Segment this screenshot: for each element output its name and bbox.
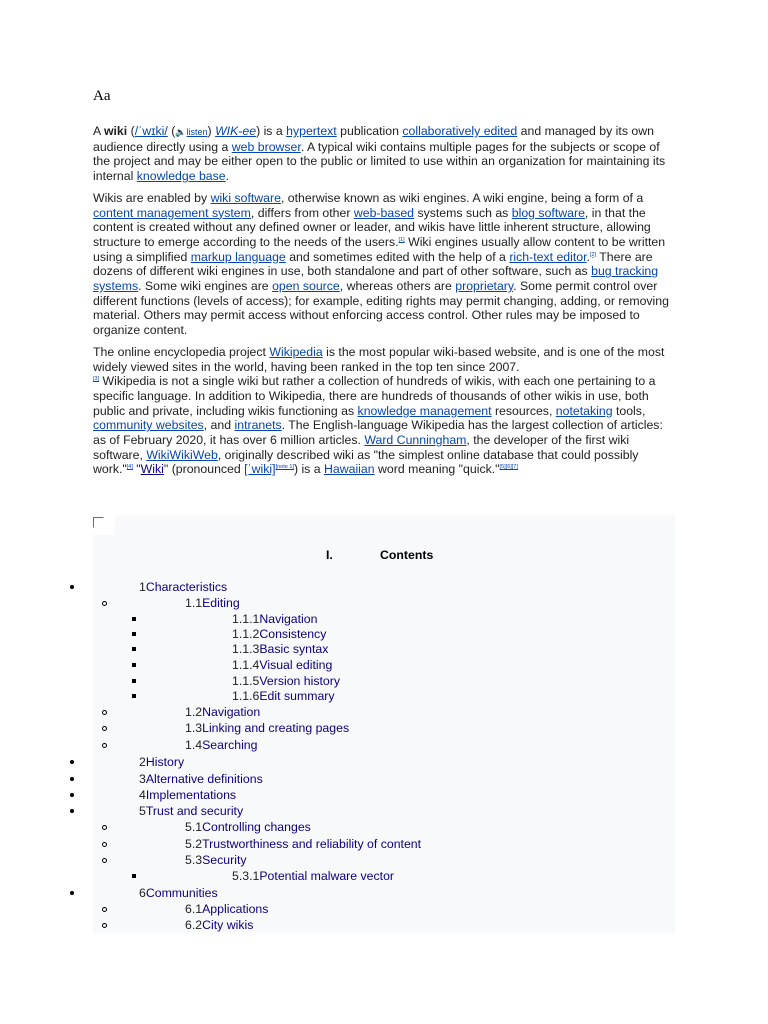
toc-item-number: 6 <box>139 886 146 900</box>
link-open-source[interactable]: open source <box>272 279 340 294</box>
link-ipa-wiki[interactable]: [ˈwiki] <box>244 462 276 477</box>
toc-bullet <box>132 612 136 621</box>
toc-bullet <box>102 902 107 912</box>
toc-item-label: Alternative definitions <box>145 772 263 786</box>
engines-paragraph <box>93 191 675 338</box>
toc-item-edit-summary[interactable] <box>232 689 335 703</box>
text: Wikipedia is not a single wiki but rather a collection of hundreds of wikis, with each one pertaining to a specific language. In addition to Wikipedia, there are hundreds of thousands of other wikis in use, both public and private, including wikis functioning as <box>93 374 656 418</box>
toc-item-number: 1.1.2 <box>232 627 260 641</box>
toc-item-label: Navigation <box>259 612 318 626</box>
toc-item-visual-editing[interactable] <box>232 658 332 672</box>
text: . <box>225 169 230 184</box>
toc-item-number: 6.2 <box>185 918 203 932</box>
toc-item-label: Basic syntax <box>259 642 329 656</box>
citation-2[interactable]: [2] <box>589 251 597 258</box>
toc-item-alternative-definitions[interactable] <box>139 772 263 786</box>
toc-item-label: History <box>145 755 185 769</box>
toc-item-label: Version history <box>259 674 341 688</box>
text: ( <box>127 124 135 138</box>
text: , otherwise known as wiki engines. A wiki engine, being a form of a <box>280 190 644 205</box>
toc-item-number: 5 <box>139 804 146 818</box>
toc-item-label: Communities <box>145 886 218 900</box>
page-heading: Aa <box>93 88 111 104</box>
text: is the most popular wiki-based website, and is one of the most widely viewed sites in the world, having been ranked in the top ten since 2007. <box>93 344 665 374</box>
text: . Some wiki engines are <box>138 279 273 294</box>
text: " <box>132 462 141 477</box>
toc-item-trustworthiness[interactable] <box>185 837 421 851</box>
link-ward-cunningham[interactable]: Ward Cunningham <box>364 433 467 448</box>
text: , in that the content is created without any defined owner or leader, and wikis have little inherent structure, allowing structure to emerge according to the needs of the users. <box>93 205 651 249</box>
text: ) is a <box>256 124 287 138</box>
link-wikiwikiweb[interactable]: WikiWikiWeb <box>146 447 218 462</box>
link-community-websites[interactable]: community websites <box>93 418 204 433</box>
text: . The English-language Wikipedia has the largest collection of articles: as of February 2020, it has over 6 million articles. <box>93 418 663 448</box>
link-wiki-software[interactable]: wiki software <box>210 190 281 205</box>
toc-item-label: Security <box>202 853 247 867</box>
toc-item-label: Implementations <box>145 788 237 802</box>
toc-bullet <box>102 705 107 715</box>
toc-item-characteristics[interactable] <box>139 580 227 594</box>
toc-item-label: Trust and security <box>145 804 244 818</box>
toc-toggle-checkbox[interactable] <box>93 517 104 528</box>
toc-item-controlling-changes[interactable] <box>185 820 311 834</box>
text: The online encyclopedia project <box>93 344 270 359</box>
toc-item-history[interactable] <box>139 755 184 769</box>
toc-title-number: I. <box>326 548 333 562</box>
toc-bullet <box>132 689 136 698</box>
toc-item-security[interactable] <box>185 853 247 867</box>
toc-item-trust-security[interactable] <box>139 804 243 818</box>
citation-1[interactable]: [1] <box>398 236 405 243</box>
ipa-link[interactable]: /ˈwɪki/ <box>134 124 168 138</box>
intro-paragraph <box>93 124 675 184</box>
toc-title: Contents <box>380 548 434 562</box>
toc-item-number: 1 <box>139 580 146 594</box>
text: Wiki engines usually allow content to be written using a simplified <box>93 234 666 264</box>
toc-item-number: 1.1.4 <box>232 658 260 672</box>
link-markup-language[interactable]: markup language <box>190 249 286 264</box>
toc-item-label: Navigation <box>202 705 261 719</box>
listen-link[interactable]: listen <box>186 127 208 137</box>
toc-bullet <box>132 642 136 651</box>
toc-item-number: 1.3 <box>185 721 203 735</box>
text: word meaning "quick." <box>374 462 500 477</box>
link-blog-software[interactable]: blog software <box>511 205 585 220</box>
article-body <box>93 124 675 484</box>
text: resources, <box>491 403 556 418</box>
toc-item-label: Characteristics <box>145 580 228 594</box>
toc-item-city-wikis[interactable] <box>185 918 253 932</box>
link-hypertext[interactable]: hypertext <box>286 124 337 138</box>
link-intranets[interactable]: intranets <box>234 418 282 433</box>
toc-bullet <box>132 674 136 683</box>
link-notetaking[interactable]: notetaking <box>555 403 613 418</box>
toc-item-editing[interactable] <box>185 596 240 610</box>
toc-bullet <box>70 580 74 589</box>
text: and sometimes edited with the help of a <box>285 249 510 264</box>
text: Wikis are enabled by <box>93 190 211 205</box>
pronunciation-link[interactable]: WIK-ee <box>215 124 257 138</box>
text: A <box>93 124 104 138</box>
note-1[interactable]: [note 1] <box>275 464 294 471</box>
toc-item-number: 5.1 <box>185 820 203 834</box>
text: , differs from other <box>250 205 354 220</box>
toc-item-number: 1.1 <box>185 596 203 610</box>
toc-item-label: Linking and creating pages <box>202 721 350 735</box>
toc-bullet <box>102 820 107 830</box>
toc-item-number: 5.2 <box>185 837 203 851</box>
toc-item-label: Editing <box>202 596 240 610</box>
toc-bullet <box>102 721 107 731</box>
toc-item-number: 3 <box>139 772 146 786</box>
link-wiki-wiktionary[interactable]: Wiki <box>140 462 164 477</box>
toc-bullet <box>132 627 136 636</box>
link-rich-text-editor[interactable]: rich-text editor <box>509 249 587 264</box>
toc-item-label: Trustworthiness and reliability of content <box>202 837 422 851</box>
toc-item-number: 5.3 <box>185 853 203 867</box>
toc-item-number: 6.1 <box>185 902 203 916</box>
toc-item-label: Visual editing <box>259 658 333 672</box>
toc-item-number: 1.1.1 <box>232 612 260 626</box>
toc-item-navigation-2[interactable] <box>185 705 260 719</box>
text: . Some permit control over different functions (levels of access); for example, editing rights may permit changing, adding, or removing material. Others may permit access without enforcing access control. Other rules may be imposed to organize content. <box>93 279 669 338</box>
link-hawaiian[interactable]: Hawaiian <box>324 462 375 477</box>
link-web-browser[interactable]: web browser <box>231 139 301 154</box>
toc-item-communities[interactable] <box>139 886 218 900</box>
toc-item-label: Applications <box>202 902 269 916</box>
citation-5-6-7[interactable]: [5][6][7] <box>499 464 518 471</box>
toc-bullet <box>102 853 107 863</box>
toc-item-basic-syntax[interactable] <box>232 642 328 656</box>
link-knowledge-base[interactable]: knowledge base <box>136 169 226 184</box>
text: . A typical wiki contains multiple pages for the subjects or scope of the project and may be either open to the public or limited to use within an organization for maintaining its internal <box>93 139 666 184</box>
speaker-icon[interactable]: 🔈 <box>175 127 187 137</box>
toc-bullet <box>70 788 74 797</box>
toc-item-label: Searching <box>202 738 258 752</box>
text: " (pronounced <box>163 462 245 477</box>
toc-bullet <box>102 596 107 606</box>
citation-3[interactable]: [3] <box>93 376 100 383</box>
text: , and <box>203 418 235 433</box>
link-bug-tracking-systems[interactable]: bug tracking systems <box>93 264 659 294</box>
text: , whereas others are <box>339 279 456 294</box>
toc-bullet <box>70 804 74 813</box>
toc-item-number: 2 <box>139 755 146 769</box>
link-wikipedia[interactable]: Wikipedia <box>269 344 323 359</box>
text: systems such as <box>414 205 512 220</box>
toc-item-label: Potential malware vector <box>259 869 395 883</box>
toc-item-label: City wikis <box>202 918 254 932</box>
text: There are dozens of different wiki engines in use, both standalone and part of other software, such as <box>93 249 653 279</box>
text: publication <box>336 124 403 138</box>
text: ) is a <box>293 462 325 477</box>
toc-item-number: 1.1.5 <box>232 674 260 688</box>
text: , originally described wiki as "the simplest online database that could possibly work." <box>93 447 639 477</box>
text: , the developer of the first wiki software, <box>93 433 630 462</box>
text: and managed by its own audience directly using a <box>93 124 654 154</box>
link-knowledge-management[interactable]: knowledge management <box>357 403 492 418</box>
link-content-management-system[interactable]: content management system <box>93 205 251 220</box>
text: ( <box>167 124 176 138</box>
text: . <box>586 249 590 264</box>
link-proprietary[interactable]: proprietary <box>455 279 514 294</box>
text: tools, <box>612 403 646 418</box>
citation-4[interactable]: [4] <box>126 464 133 471</box>
toc-bullet <box>70 886 74 895</box>
toc-item-consistency[interactable] <box>232 627 326 641</box>
toc-item-number: 4 <box>139 788 146 802</box>
toc-item-version-history[interactable] <box>232 674 340 688</box>
toc-item-label: Edit summary <box>259 689 335 703</box>
toc-bullet <box>102 738 107 748</box>
toc-bullet <box>132 658 136 667</box>
toc-item-linking[interactable] <box>185 721 349 735</box>
toc-item-number: 1.4 <box>185 738 203 752</box>
toc-item-searching[interactable] <box>185 738 257 752</box>
link-collaboratively-edited[interactable]: collaboratively edited <box>402 124 518 138</box>
toc-bullet <box>102 837 107 847</box>
toc-item-implementations[interactable] <box>139 788 236 802</box>
toc-bullet <box>102 918 107 928</box>
toc-bullet <box>70 755 74 764</box>
link-web-based[interactable]: web-based <box>353 205 415 220</box>
toc-item-navigation[interactable] <box>232 612 317 626</box>
term-wiki: wiki <box>103 124 128 138</box>
toc-item-number: 1.1.3 <box>232 642 260 656</box>
toc-item-number: 5.3.1 <box>232 869 260 883</box>
wikipedia-paragraph <box>93 345 675 477</box>
text: ) <box>207 124 216 138</box>
toc-item-label: Controlling changes <box>202 820 311 834</box>
toc-item-malware-vector[interactable] <box>232 869 394 883</box>
toc-item-number: 1.1.6 <box>232 689 260 703</box>
toc-bullet <box>132 869 136 878</box>
toc-item-number: 1.2 <box>185 705 203 719</box>
toc-item-label: Consistency <box>259 627 327 641</box>
toc-item-applications[interactable] <box>185 902 268 916</box>
toc-bullet <box>70 772 74 781</box>
